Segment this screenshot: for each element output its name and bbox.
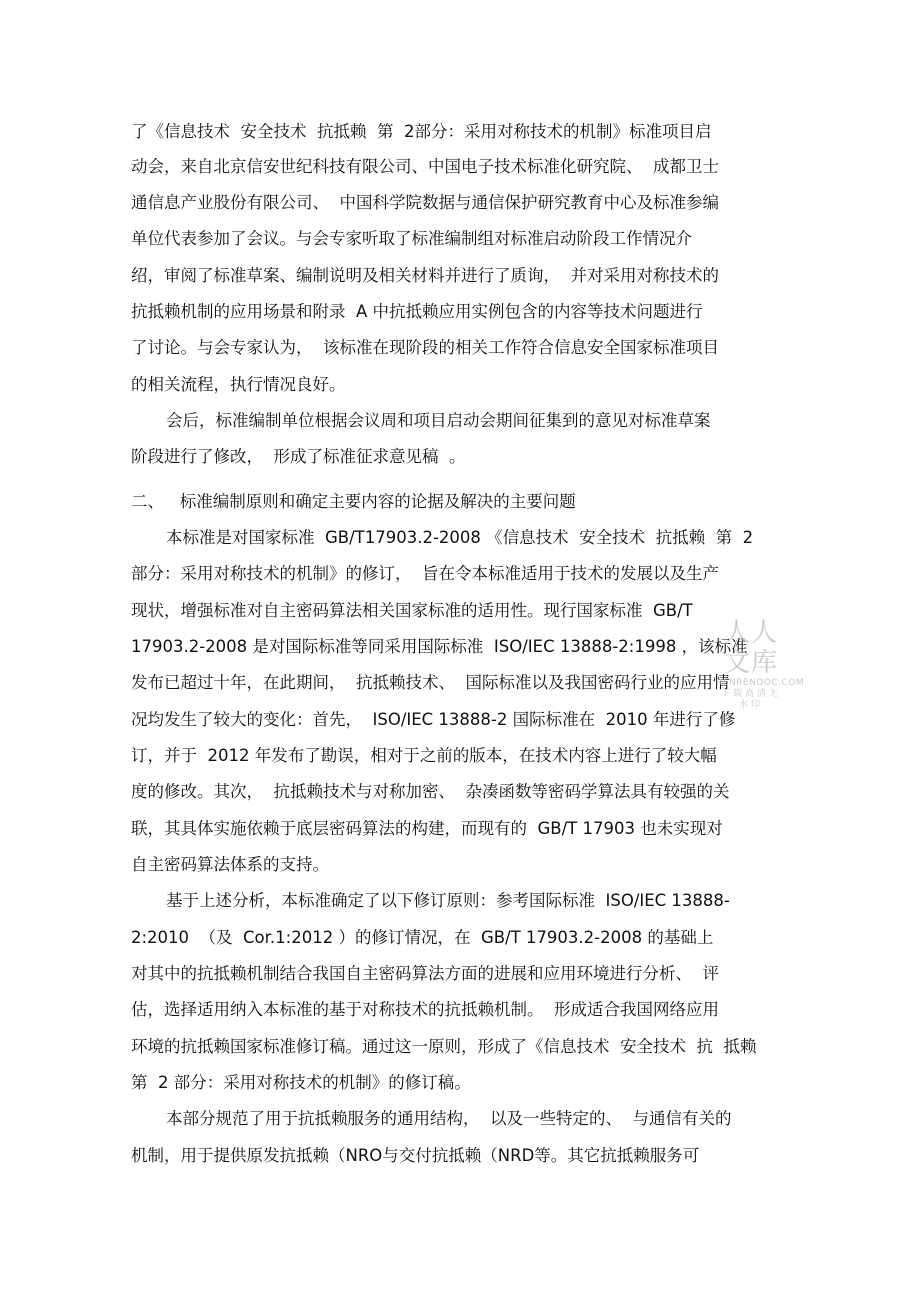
text-line: 抗抵赖机制的应用场景和附录 A 中抗抵赖应用实例包含的内容等技术问题进行 bbox=[131, 302, 703, 321]
watermark-tail: 下载高清无水印 bbox=[720, 689, 781, 710]
text-line: 17903.2-2008 是对国际标准等同采用国际标准 ISO/IEC 13888-2:1998 ，该标准 bbox=[131, 637, 748, 656]
text-line: 部分：采用对称技术的机制》的修订， 旨在令本标准适用于技术的发展以及生产 bbox=[131, 564, 719, 583]
text-line: 2:2010 （及 Cor.1:2012 ）的修订情况，在 GB/T 17903.2-2008 的基础上 bbox=[131, 928, 714, 947]
text-line: 本部分规范了用于抗抵赖服务的通用结构， 以及一些特定的、 与通信有关的 bbox=[166, 1109, 732, 1128]
text-line: 绍，审阅了标准草案、编制说明及相关材料并进行了质询， 并对采用对称技术的 bbox=[131, 266, 719, 285]
text-line: 了讨论。与会专家认为， 该标准在现阶段的相关工作符合信息安全国家标准项目 bbox=[131, 338, 719, 357]
text-line: 动会，来自北京信安世纪科技有限公司、中国电子技术标准化研究院、 成都卫士 bbox=[131, 157, 719, 176]
text-line: 单位代表参加了会议。与会专家听取了标准编制组对标准启动阶段工作情况介 bbox=[131, 229, 692, 248]
text-line: 现状，增强标准对自主密码算法相关国家标准的适用性。现行国家标准 GB/T bbox=[131, 601, 693, 620]
text-line: 况均发生了较大的变化：首先， ISO/IEC 13888-2 国际标准在 2010 年进行了修 bbox=[131, 710, 736, 729]
text-line: 自主密码算法体系的支持。 bbox=[131, 855, 329, 874]
text-line: 的相关流程，执行情况良好。 bbox=[131, 375, 346, 394]
watermark-url: RENRENDOC.COM bbox=[716, 678, 805, 688]
text-line: 基于上述分析，本标准确定了以下修订原则：参考国际标准 ISO/IEC 13888- bbox=[166, 891, 730, 910]
text-line: 通信息产业股份有限公司、 中国科学院数据与通信保护研究教育中心及标准参编 bbox=[131, 193, 719, 212]
text-line: 订，并于 2012 年发布了勘误，相对于之前的版本，在技术内容上进行了较大幅 bbox=[131, 746, 717, 765]
text-line: 阶段进行了修改， 形成了标准征求意见稿 。 bbox=[131, 447, 466, 466]
text-line: 联，其具体实施依赖于底层密码算法的构建，而现有的 GB/T 17903 也未实现对 bbox=[131, 819, 723, 838]
watermark bbox=[716, 618, 805, 710]
text-line: 会后，标准编制单位根据会议周和项目启动会期间征集到的意见对标准草案 bbox=[166, 411, 711, 430]
text-line: 机制，用于提供原发抗抵赖（NRO与交付抗抵赖（NRD等。其它抗抵赖服务可 bbox=[131, 1146, 700, 1165]
text-line: 环境的抗抵赖国家标准修订稿。通过这一原则，形成了《信息技术 安全技术 抗 抵赖 bbox=[131, 1037, 757, 1056]
text-line: 本标准是对国家标准 GB/T17903.2-2008 《信息技术 安全技术 抗抵赖 第 2 bbox=[166, 528, 754, 547]
watermark-logo: 人人文库 bbox=[723, 618, 778, 678]
text-line: 了《信息技术 安全技术 抗抵赖 第 2部分：采用对称技术的机制》标准项目启 bbox=[131, 122, 712, 141]
text-line: 度的修改。其次， 抗抵赖技术与对称加密、 杂凑函数等密码学算法具有较强的关 bbox=[131, 782, 730, 801]
text-line: 对其中的抗抵赖机制结合我国自主密码算法方面的进展和应用环境进行分析、 评 bbox=[131, 964, 719, 983]
section-heading: 二、 标准编制原则和确定主要内容的论据及解决的主要问题 bbox=[131, 492, 576, 511]
text-line: 发布已超过十年，在此期间， 抗抵赖技术、 国际标准以及我国密码行业的应用情 bbox=[131, 673, 730, 692]
text-line: 估，选择适用纳入本标准的基于对称技术的抗抵赖机制。 形成适合我国网络应用 bbox=[131, 1000, 719, 1019]
text-line: 第 2 部分：采用对称技术的机制》的修订稿。 bbox=[131, 1073, 471, 1092]
